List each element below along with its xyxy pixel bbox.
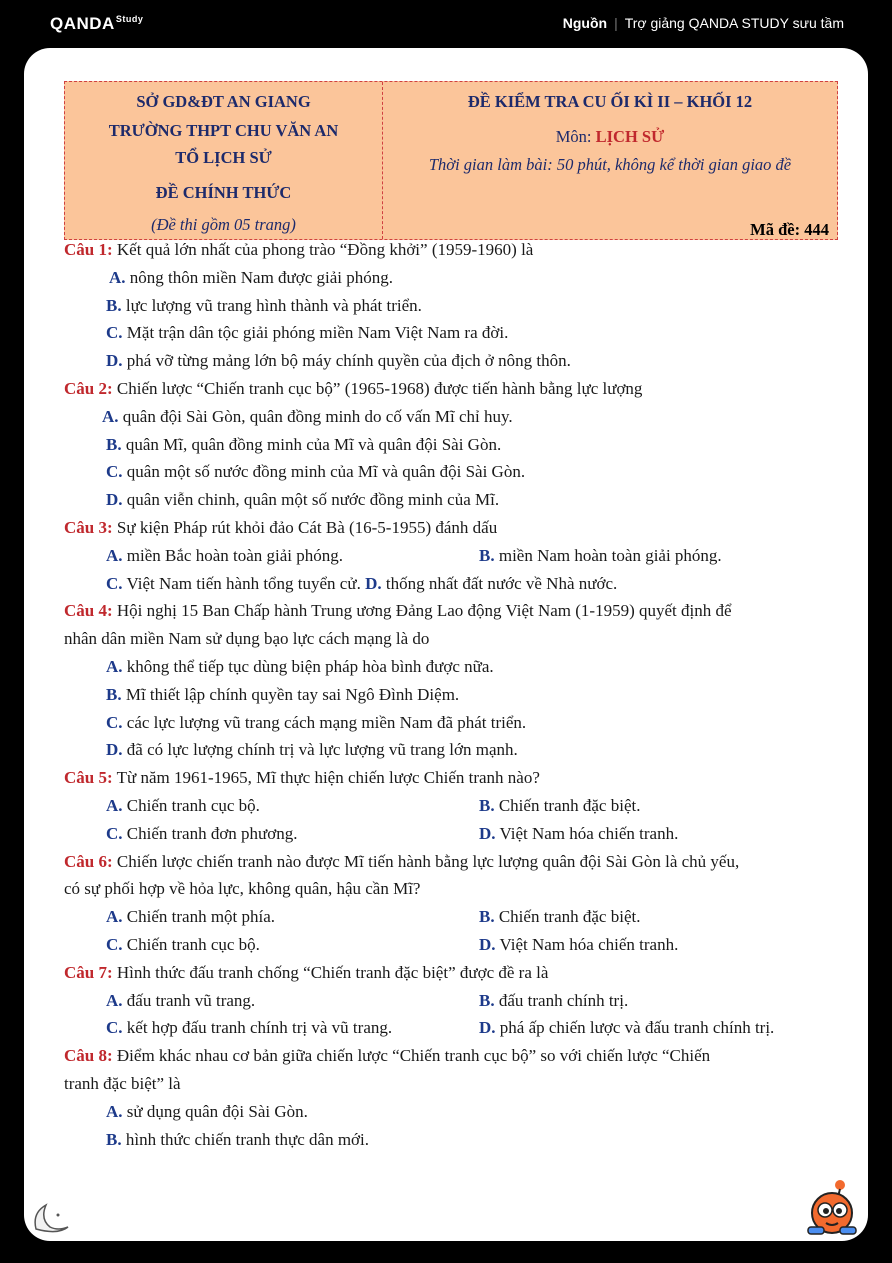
- answer-text: quân đội Sài Gòn, quân đồng minh do cố vấn Mĩ chỉ huy.: [122, 406, 513, 426]
- dept-name: SỞ GD&ĐT AN GIANG: [136, 92, 311, 111]
- answer-option: [106, 435, 501, 455]
- question-label: Câu 1:: [64, 240, 113, 259]
- answer-label: A.: [106, 796, 123, 815]
- answer-option: [106, 907, 275, 927]
- question-stem: [64, 852, 739, 872]
- answer-label: B.: [106, 295, 122, 315]
- answer-option: [106, 685, 459, 705]
- answer-text: nông thôn miền Nam được giải phóng.: [129, 267, 394, 287]
- answer-label: D.: [365, 573, 382, 593]
- page-count: (Đề thi gồm 05 trang): [151, 215, 296, 234]
- question-text: Chiến lược chiến tranh nào được Mĩ tiến hành bằng lực lượng quân đội Sài Gòn là chủ yếu,: [116, 851, 740, 871]
- answer-text: đấu tranh vũ trang.: [126, 990, 256, 1010]
- answer-option: [106, 296, 422, 316]
- answer-label: A.: [106, 657, 123, 676]
- exam-header: [64, 81, 838, 240]
- answer-label: B.: [106, 1129, 122, 1149]
- answer-text: Chiến tranh đơn phương.: [126, 823, 298, 843]
- school-name: TRƯỜNG THPT CHU VĂN AN: [108, 121, 339, 140]
- answer-text: phá vỡ từng mảng lớn bộ máy chính quyền của địch ở nông thôn.: [126, 351, 571, 371]
- answer-label: A.: [106, 1101, 123, 1121]
- question-stem: [64, 240, 533, 260]
- question-label: Câu 5:: [64, 768, 113, 788]
- answer-label: B.: [479, 907, 495, 927]
- answer-label: C.: [106, 462, 123, 482]
- answer-label: D.: [106, 740, 123, 760]
- answer-option: [106, 824, 298, 844]
- question-stem: [64, 518, 497, 538]
- question-stem: [64, 963, 548, 983]
- question-label: Câu 8:: [64, 1046, 113, 1066]
- answer-option: [479, 824, 678, 844]
- answer-text: Mặt trận dân tộc giải phóng miền Nam Việt Nam ra đời.: [126, 323, 509, 343]
- answer-text: Việt Nam tiến hành tổng tuyển cử.: [126, 573, 361, 593]
- answer-option: [106, 1130, 369, 1150]
- answer-label: A.: [109, 267, 126, 287]
- answer-text: Chiến tranh đặc biệt.: [498, 907, 641, 927]
- answer-label: A.: [102, 406, 119, 426]
- answer-text: các lực lượng vũ trang cách mạng miền Nam đã phát triển.: [126, 712, 527, 732]
- mascot-icon: [798, 1177, 864, 1241]
- answer-option: [479, 796, 640, 816]
- answer-option: [106, 657, 494, 677]
- question-text: Điểm khác nhau cơ bản giữa chiến lược “Chiến tranh cục bộ” so với chiến lược “Chiến: [116, 1046, 711, 1066]
- answer-label: A.: [106, 545, 123, 565]
- exam-code: Mã đề: 444: [750, 220, 829, 239]
- answer-text: lực lượng vũ trang hình thành và phát triển.: [125, 295, 422, 315]
- answer-option: [106, 546, 343, 566]
- answer-text: đã có lực lượng chính trị và lực lượng vũ trang lớn mạnh.: [126, 740, 518, 760]
- answer-text: Chiến tranh đặc biệt.: [498, 796, 641, 815]
- answer-label: B.: [479, 796, 495, 815]
- answer-label: D.: [479, 935, 496, 954]
- answer-option: [109, 268, 393, 288]
- group-name: TỔ LỊCH SỬ: [175, 148, 272, 167]
- document-page: [24, 48, 868, 1241]
- answer-option: [106, 1018, 392, 1038]
- question-text: Sự kiện Pháp rút khỏi đảo Cát Bà (16-5-1955) đánh dấu: [116, 518, 498, 537]
- answer-text: quân một số nước đồng minh của Mĩ và quân đội Sài Gòn.: [126, 462, 526, 482]
- answer-option: [479, 907, 640, 927]
- answer-option: [106, 323, 508, 343]
- answer-text: đấu tranh chính trị.: [498, 990, 629, 1010]
- question-text-continued: nhân dân miền Nam sử dụng bạo lực cách mạng là do: [64, 629, 430, 649]
- answer-text: Chiến tranh một phía.: [126, 907, 276, 927]
- answer-text: Việt Nam hóa chiến tranh.: [499, 935, 679, 954]
- answer-option: [106, 740, 518, 760]
- question-text: Hội nghị 15 Ban Chấp hành Trung ương Đảng Lao động Việt Nam (1-1959) quyết định để: [116, 601, 732, 621]
- answer-label: C.: [106, 712, 123, 732]
- answer-label: D.: [106, 351, 123, 371]
- answer-label: D.: [479, 1018, 496, 1038]
- exam-title: ĐỀ KIỂM TRA CU ỐI KÌ II – KHỐI 12: [467, 92, 753, 111]
- answer-text: quân Mĩ, quân đồng minh của Mĩ và quân đội Sài Gòn.: [125, 434, 502, 454]
- answer-option: [106, 796, 260, 816]
- exam-info: [383, 82, 837, 239]
- answer-option: [106, 713, 526, 733]
- answer-text: không thể tiếp tục dùng biện pháp hòa bình được nữa.: [126, 657, 494, 676]
- answer-text: Chiến tranh cục bộ.: [126, 796, 260, 815]
- answer-text: hình thức chiến tranh thực dân mới.: [125, 1129, 370, 1149]
- question-label: Câu 6:: [64, 851, 113, 871]
- answer-text: kết hợp đấu tranh chính trị và vũ trang.: [126, 1018, 393, 1038]
- question-stem: [64, 768, 540, 788]
- answer-text: Việt Nam hóa chiến tranh.: [499, 823, 679, 843]
- answer-label: C.: [106, 323, 123, 343]
- answer-label: B.: [106, 684, 122, 704]
- answer-label: B.: [479, 545, 495, 565]
- answer-option: [106, 991, 255, 1011]
- answer-option: [106, 1102, 308, 1122]
- question-stem: [64, 601, 732, 621]
- answer-option: [106, 574, 617, 594]
- question-text: Từ năm 1961-1965, Mĩ thực hiện chiến lược Chiến tranh nào?: [116, 768, 540, 788]
- subject-line: Môn: LỊCH SỬ: [555, 127, 665, 146]
- question-text-continued: tranh đặc biệt” là: [64, 1074, 181, 1093]
- question-label: Câu 7:: [64, 962, 113, 982]
- answer-text: Chiến tranh cục bộ.: [126, 935, 260, 954]
- answer-text: miền Bắc hoàn toàn giải phóng.: [126, 545, 344, 565]
- moon-decoration-icon: [28, 1195, 78, 1235]
- top-bar: [0, 0, 892, 48]
- qanda-logo[interactable]: $QANDA^{Study}$: [50, 14, 144, 33]
- answer-label: A.: [106, 990, 123, 1010]
- answer-label: B.: [479, 990, 495, 1010]
- time-note: Thời gian làm bài: 50 phút, không kể thời gian giao đề: [428, 155, 792, 174]
- answer-text: phá ấp chiến lược và đấu tranh chính trị.: [499, 1018, 775, 1038]
- answer-option: [106, 462, 525, 482]
- answer-text: sử dụng quân đội Sài Gòn.: [126, 1101, 308, 1121]
- question-label: Câu 4:: [64, 601, 113, 621]
- answer-label: B.: [106, 434, 122, 454]
- question-stem: [64, 379, 642, 399]
- answer-option: [479, 1018, 774, 1038]
- question-text: Hình thức đấu tranh chống “Chiến tranh đặc biệt” được đề ra là: [116, 962, 549, 982]
- answer-text: quân viễn chinh, quân một số nước đồng minh của Mĩ.: [126, 490, 500, 510]
- answer-label: C.: [106, 823, 123, 843]
- question-stem: [64, 1046, 710, 1066]
- school-info: [65, 82, 383, 239]
- answer-option: [106, 935, 260, 955]
- answer-label: D.: [479, 823, 496, 843]
- answer-label: C.: [106, 1018, 123, 1038]
- source-credit: Nguồn | Trợ giảng QANDA STUDY sưu tầm: [562, 15, 844, 31]
- question-text: Chiến lược “Chiến tranh cục bộ” (1965-1968) được tiến hành bằng lực lượng: [116, 379, 643, 398]
- answer-option: [106, 490, 499, 510]
- answer-label: C.: [106, 573, 123, 593]
- answer-option: [102, 407, 513, 427]
- question-text-continued: có sự phối hợp về hỏa lực, không quân, hậu cần Mĩ?: [64, 879, 421, 899]
- answer-text: Mĩ thiết lập chính quyền tay sai Ngô Đình Diệm.: [125, 684, 460, 704]
- subject-name: LỊCH SỬ: [595, 127, 665, 146]
- answer-label: D.: [106, 490, 123, 510]
- answer-option: [479, 991, 628, 1011]
- answer-option: [479, 546, 722, 566]
- official-label: ĐỀ CHÍNH THỨC: [155, 183, 292, 202]
- answer-option: [106, 351, 571, 371]
- answer-text: thống nhất đất nước về Nhà nước.: [385, 573, 618, 593]
- question-label: Câu 2:: [64, 379, 113, 398]
- answer-option: [479, 935, 678, 955]
- answer-label: A.: [106, 907, 123, 927]
- answer-text: miền Nam hoàn toàn giải phóng.: [498, 545, 722, 565]
- question-label: Câu 3:: [64, 518, 113, 537]
- question-text: Kết quả lớn nhất của phong trào “Đồng khởi” (1959-1960) là: [116, 240, 534, 259]
- answer-label: C.: [106, 935, 123, 954]
